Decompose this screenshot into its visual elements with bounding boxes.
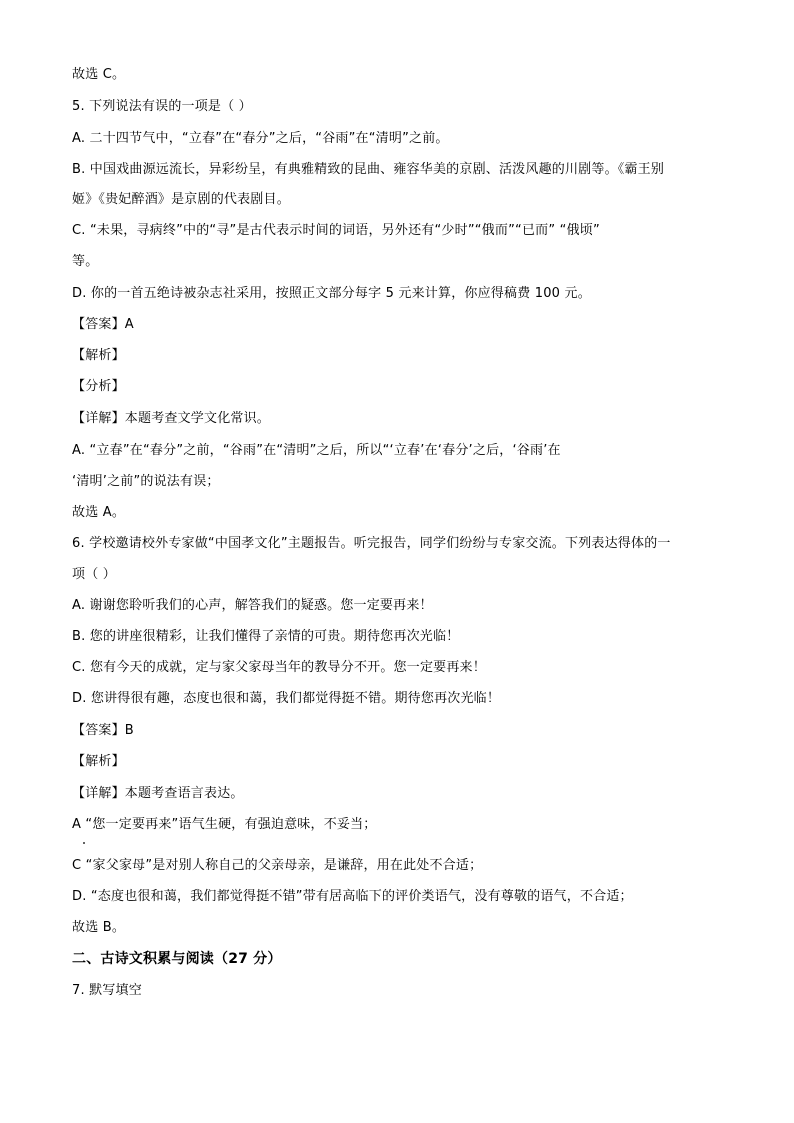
option-d: D. 您讲得很有趣，态度也很和蔼，我们都觉得挺不错。期待您再次光临！ [72, 691, 501, 706]
fenxi-label: 【分析】 [72, 379, 125, 394]
option-a: A. 谢谢您聆听我们的心声，解答我们的疑惑。您一定要再来！ [72, 598, 433, 613]
question-7: 7. 默写填空 [72, 983, 142, 998]
explanation-a-cont: ‘清明’之前”的说法有误； [72, 474, 220, 489]
explanation-a: A. “立春”在“春分”之前，“谷雨”在“清明”之后，所以“‘立春’在‘春分’之后，‘谷雨’在 [72, 443, 561, 458]
explanation-d: D. “态度也很和蔼，我们都觉得挺不错”带有居高临下的评价类语气，没有尊敬的语气，不合适； [72, 889, 633, 904]
detail-label: 【详解】本题考查语言表达。 [72, 786, 244, 801]
answer-label: 【答案】B [72, 723, 134, 738]
answer-label: 【答案】A [72, 317, 134, 332]
explanation-a: A “您一定要再来”语气生硬，有强迫意味，不妥当； [72, 817, 377, 832]
option-c: C. 您有今天的成就，定与家父家母当年的教导分不开。您一定要再来！ [72, 660, 486, 675]
text-line: 故选 C。 [72, 67, 126, 82]
stray-mark [83, 842, 85, 844]
analysis-label: 【解析】 [72, 754, 125, 769]
option-a: A. 二十四节气中，“立春”在“春分”之后，“谷雨”在“清明”之前。 [72, 131, 449, 146]
section-heading: 二、古诗文积累与阅读（27 分） [72, 951, 282, 967]
option-c: C. “未果，寻病终”中的“寻”是古代表示时间的词语，另外还有“少时”“俄而”“已而” “俄顷” [72, 223, 600, 238]
option-b: B. 您的讲座很精彩，让我们懂得了亲情的可贵。期待您再次光临！ [72, 629, 460, 644]
option-d: D. 你的一首五绝诗被杂志社采用，按照正文部分每字 5 元来计算，你应得稿费 100 元。 [72, 286, 591, 301]
text-line: 故选 A。 [72, 505, 126, 520]
option-b-cont: 姬》《贵妃醉酒》是京剧的代表剧目。 [72, 192, 290, 207]
question-6-cont: 项（ ） [72, 567, 116, 582]
question-6: 6. 学校邀请校外专家做“中国孝文化”主题报告。听完报告，同学们纷纷与专家交流。下列表达得体的一 [72, 536, 671, 551]
question-5: 5. 下列说法有误的一项是（ ） [72, 99, 252, 114]
option-c-cont: 等。 [72, 254, 99, 269]
analysis-label: 【解析】 [72, 348, 125, 363]
detail-label: 【详解】本题考查文学文化常识。 [72, 411, 271, 426]
option-b: B. 中国戏曲源远流长，异彩纷呈，有典雅精致的昆曲、雍容华美的京剧、活泼风趣的川剧等。《霸王别 [72, 162, 665, 177]
text-line: 故选 B。 [72, 920, 126, 935]
explanation-c: C “家父家母”是对别人称自己的父亲母亲，是谦辞，用在此处不合适； [72, 858, 483, 873]
